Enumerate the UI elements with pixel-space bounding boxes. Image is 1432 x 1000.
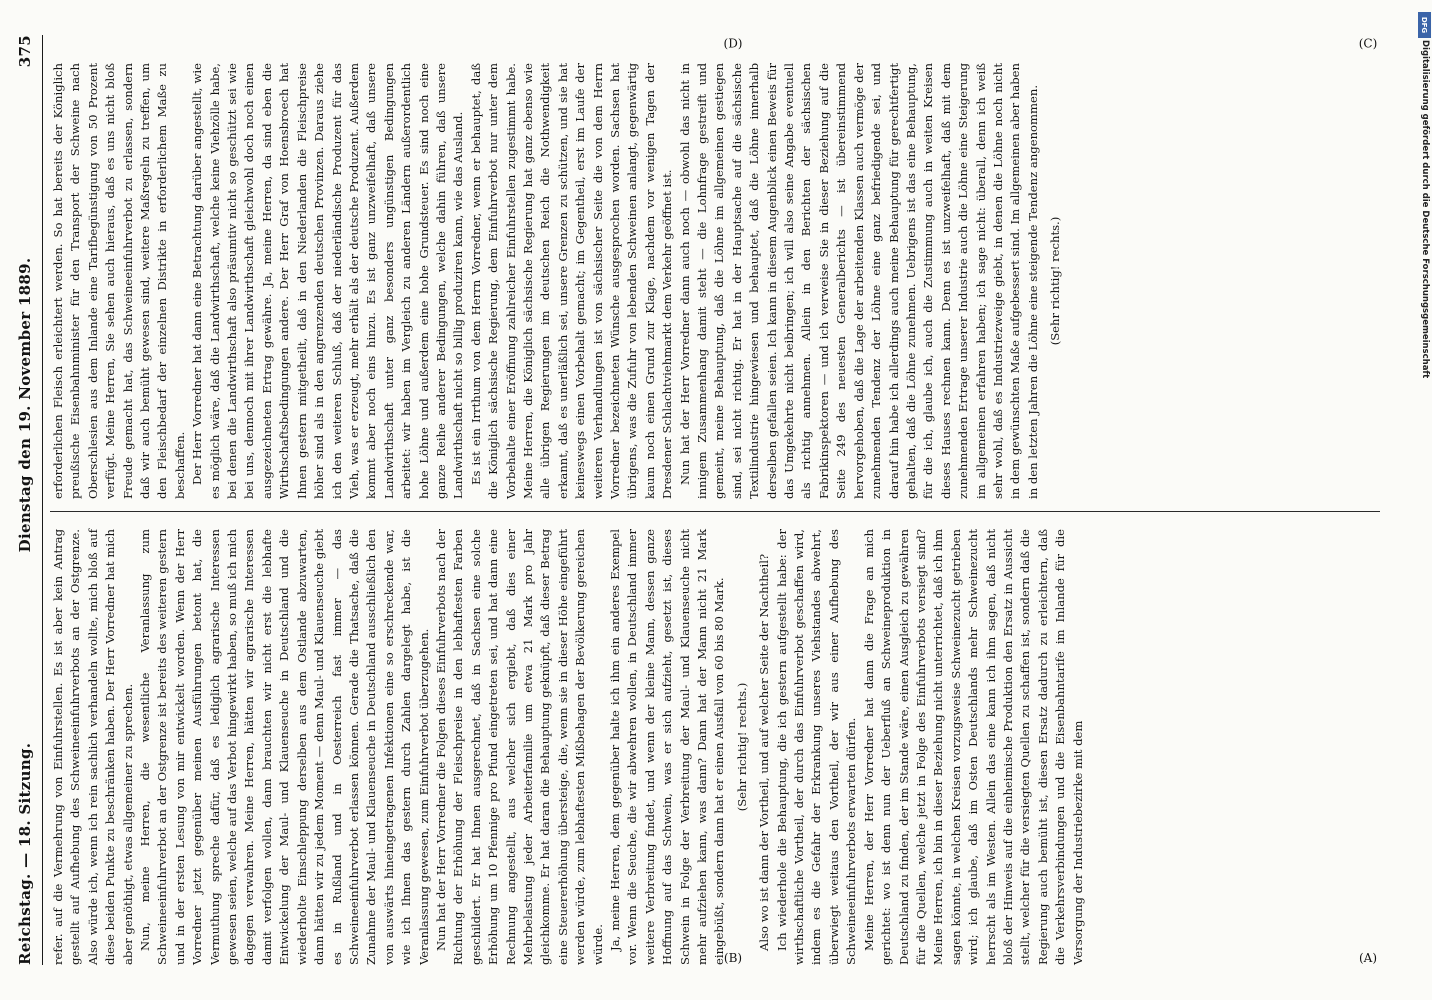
left-paragraph: refer. auf die Vermehrung von Einfuhrstellen. Es ist aber kein Antrag gestellt auf Aufhebung des Schweineeinfuhrverbots an der Ostgrenze. Also würde ich, wenn ich rein sachlich verhandeln wollte, mich bloß auf diese beiden Punkte zu beschränken haben. Der Herr Vorredner hat mich aber genöthigt, etwas allgemeiner zu sprechen. bbox=[51, 529, 135, 965]
page-header bbox=[16, 35, 40, 965]
column-divider bbox=[50, 511, 1380, 512]
header-left: Reichstag. — 18. Sitzung. bbox=[16, 742, 34, 965]
right-paragraph: Nun hat der Herr Vorredner dann auch noch — obwohl das nicht in innigem Zusammenhang damit steht — die Lohnfrage gestreift und gemeint, meine Behauptung, daß die Löhne im allgemeinen gestiegen sind, sei nicht richtig. Er hat in der Hauptsache auf die sächsische Textilindustrie hingewiesen und behauptet, daß die Löhne innerhalb derselben gefallen seien. Ich kann in diesem Augenblick einen Beweis für das Umgekehrte nicht beibringen; ich will also seine Angabe eventuell als richtig annehmen. Allein in den Berichten der sächsischen Fabrikinspektoren — und ich verweise Sie in dieser Beziehung auf die Seite 249 des neuesten Generalberichts — ist übereinstimmend hervorgehoben, daß die Lage der arbeitenden Klassen auch vermöge der zunehmenden Tendenz der Löhne eine ganz befriedigende sei, und darauf hin habe ich allerdings auch meine Behauptung für gerechtfertigt gehalten, daß die Löhne zunehmen. Uebrigens ist das eine Behauptung, für die ich, glaube ich, auch die Zustimmung auch in weiten Kreisen dieses Hauses rechnen kann. Denn es ist unzweifelhaft, daß mit dem zunehmenden Ertrage unserer Industrie auch die Löhne eine Steigerung im allgemeinen erfahren haben; ich sage nicht: überall, denn ich weiß sehr wohl, daß es Industriezweige giebt, in denen die Löhne noch nicht in dem gewünschten Maße aufgebessert sind. Im allgemeinen aber haben in den letzten Jahren die Löhne eine steigende Tendenz angenommen. bbox=[677, 63, 1040, 499]
left-paragraph: Also wo ist dann der Vortheil, und auf welcher Seite der Nachtheil? bbox=[757, 553, 772, 951]
right-paragraph: erforderlichen Fleisch erleichtert werden. So hat bereits der Königlich preußische Eisenbahnminister für den Transport der Schweine nach Oberschlesien aus dem Inlande eine Tarifbegünstigung von 50 Prozent verfügt. Meine Herren, Sie sehen auch hieraus, daß es uns nicht bloß Freude gemacht hat, das Schweineeinfuhrverbot zu erlassen, sondern daß wir auch bemüht gewesen sind, weitere Maßregeln zu treffen, um den Fleischbedarf der einzelnen Distrikte in erforderlichem Maße zu beschaffen. bbox=[51, 63, 187, 499]
margin-mark-a: (A) bbox=[1358, 950, 1378, 965]
header-rule bbox=[42, 35, 43, 965]
interjection: (Sehr richtig! rechts.) bbox=[1048, 216, 1063, 346]
right-column bbox=[50, 63, 1070, 499]
left-paragraph: Meine Herren, der Herr Vorredner hat dann die Frage an mich gerichtet: wo ist denn nun der Ueberfluß an Schweineproduktion in Deutschland zu finden, der im Stande wäre, einen Ausgleich zu gewähren für die Quellen, welche jetzt in Folge des Einfuhrverbots versiegt sind? Meine Herren, ich bin in dieser Beziehung nicht unterrichtet, daß ich ihm sagen könnte, in welchen Kreisen vorzugsweise Schweinezucht getrieben wird; ich glaube, daß im Osten Deutschlands mehr Schweinezucht herrscht als im Westen. Allein das eine kann ich ihm sagen, daß nicht bloß der Hinweis auf die einheimische Produktion den Ersatz in Aussicht stellt, welcher für die versiegten Quellen zu schaffen ist, sondern daß die Regierung auch bemüht ist, diesen Ersatz dadurch zu erleichtern, daß die Verkehrsverbindungen und die Eisenbahntarife im Inlande für die Versorgung der Industriebezirke mit dem bbox=[861, 529, 1085, 965]
margin-mark-d: (D) bbox=[723, 36, 743, 51]
left-column bbox=[50, 529, 1087, 965]
digitization-credit bbox=[1418, 40, 1430, 960]
rotated-page-content bbox=[16, 35, 1386, 965]
header-date: Dienstag den 19. November 1889. bbox=[16, 257, 34, 553]
page-number: 375 bbox=[16, 35, 34, 68]
margin-mark-b: (B) bbox=[723, 950, 743, 965]
digitization-credit-text: Digitalisierung gefördert durch die Deutsche Forschungsgemeinschaft bbox=[1420, 40, 1430, 379]
dfg-logo bbox=[1418, 12, 1431, 38]
left-paragraph: Ja, meine Herren, dem gegenüber halte ich ihm ein anderes Exempel vor. Wenn die Seuche, die wir abwehren wollen, in Deutschland immer weitere Verbreitung findet, und wenn der kleine Mann, dessen ganze Hoffnung auf das Schwein, was er sich aufzieht, gesetzt ist, dieses Schwein in Folge der Verbreitung der Maul- und Klauenseuche nicht mehr aufziehen kann, was dann? Dann hat der Mann nicht 21 Mark eingebüßt, sondern dann hat er einen Ausfall von 60 bis 80 Mark. bbox=[608, 529, 727, 965]
left-paragraph: Nun hat der Herr Vorredner die Folgen dieses Einfuhrverbots nach der Richtung der Erhöhung der Fleischpreise in den lebhaftesten Farben geschildert. Er hat Ihnen ausgerechnet, daß in Sachsen eine solche Erhöhung um 10 Pfennige pro Pfund eingetreten sei, und hat dann eine Rechnung angestellt, aus welcher sich ergiebt, daß dies einer Mehrbelastung jeder Arbeiterfamilie um etwa 21 Mark pro Jahr gleichkomme. Er hat daran die Behauptung geknüpft, daß dieser Betrag eine Steuererhöhung übersteige, die, wenn sie in dieser Höhe eingeführt werden würde, zum lebhaftesten Mißbehagen der Bevölkerung gereichen würde. bbox=[433, 529, 605, 965]
right-paragraph: Es ist ein Irrthum von dem Herrn Vorredner, wenn er behauptet, daß die Königlich sächsische Regierung, dem Einfuhrverbot nur unter dem Vorbehalte einer Eröffnung zahlreicher Einfuhrstellen zugestimmt habe. Meine Herren, die Königlich sächsische Regierung hat ganz ebenso wie alle übrigen Regierungen im deutschen Reich die Nothwendigkeit erkannt, daß es unerläßlich sei, unsere Grenzen zu schützen, und sie hat keineswegs einen Vorbehalt gemacht; im Gegentheil, erst im Laufe der weiteren Verhandlungen ist von sächsischer Seite die von dem Herrn Vorredner bezeichneten Wünsche ausgesprochen worden. Sachsen hat übrigens, was die Zufuhr von lebenden Schweinen anlangt, gegenwärtig kaum noch einen Grund zur Klage, nachdem vor wenigen Tagen der Dresdener Schlachtviehmarkt dem Verkehr geöffnet ist. bbox=[468, 63, 675, 499]
interjection: (Sehr richtig! rechts.) bbox=[734, 682, 749, 812]
dfg-logo-text: DFG bbox=[1420, 16, 1429, 34]
right-paragraph: Der Herr Vorredner hat dann eine Betrachtung darüber angestellt, wie es möglich wäre, daß die Landwirthschaft, welche keine Viehzölle habe, bei denen die Landwirthschaft also präsumtiv nicht so geschützt sei wie bei uns, dennoch mit ihrer Landwirthschaft gleichwohl doch noch einen ausgezeichneten Ertrag gewähre. Ja, meine Herren, da sind eben die Wirthschaftsbedingungen andere. Der Herr Graf von Hoensbroech hat Ihnen gestern mitgetheilt, daß in den Niederlanden die Fleischpreise höher sind als in den angrenzenden deutschen Provinzen. Daraus ziehe ich den weiteren Schluß, daß der niederländische Produzent für das Vieh, was er erzeugt, mehr erhält als der deutsche Produzent. Außerdem kommt aber noch eins hinzu. Es ist ganz unzweifelhaft, daß unsere Landwirthschaft unter ganz besonders ungünstigen Bedingungen arbeitet: wir haben im Vergleich zu anderen Ländern außerordentlich hohe Löhne und außerdem eine hohe Grundsteuer. Es sind noch eine ganze Reihe anderer Bedingungen, welche dahin führen, daß unsere Landwirthschaft nicht so billig produziren kann, wie das Ausland. bbox=[190, 63, 466, 499]
left-paragraph: Ich wiederhole die Behauptung, die ich gestern aufgestellt habe: der wirthschaftliche Vortheil, der durch das Einfuhrverbot geschaffen wird, indem es die Gefahr der Erkrankung unseres Viehstandes abwehrt, überwiegt weitaus den Vortheil, der wir aus einer Aufhebung des Schweineeinfuhrverbots erwarten dürfen. bbox=[774, 529, 859, 965]
left-paragraph: Nun, meine Herren, die wesentliche Veranlassung zum Schweineeinfuhrverbot an der Ostgrenze ist bereits des weiteren gestern und in der ersten Lesung von mir entwickelt worden. Wenn der Herr Vorredner jetzt gegenüber meinen Ausführungen betont hat, die Vermuthung spreche dafür, daß es lediglich agrarische Interessen gewesen seien, welche auf das Verbot hingewirkt haben, so muß ich mich dagegen verwahren. Meine Herren, hätten wir agrarische Interessen damit verfolgen wollen, dann brauchten wir nicht erst die lebhafte Entwickelung der Maul- und Klauenseuche in Deutschland und die wiederholte Einschleppung derselben aus dem Ostlande abzuwarten, dann hätten wir zu jedem Moment — denn Maul- und Klauenseuche giebt es in Rußland und in Oesterreich fast immer — das Schweineeinfuhrverbot erlassen können. Gerade die Thatsache, daß die Zunahme der Maul- und Klauenseuche in Deutschland ausschließlich den von auswärts hineingetragenen Infektionen eine so erschreckende war, wie ich Ihnen das gestern durch Zahlen dargelegt habe, ist die Veranlassung gewesen, zum Einfuhrverbot überzugehen. bbox=[138, 529, 431, 965]
margin-mark-c: (C) bbox=[1358, 36, 1378, 51]
